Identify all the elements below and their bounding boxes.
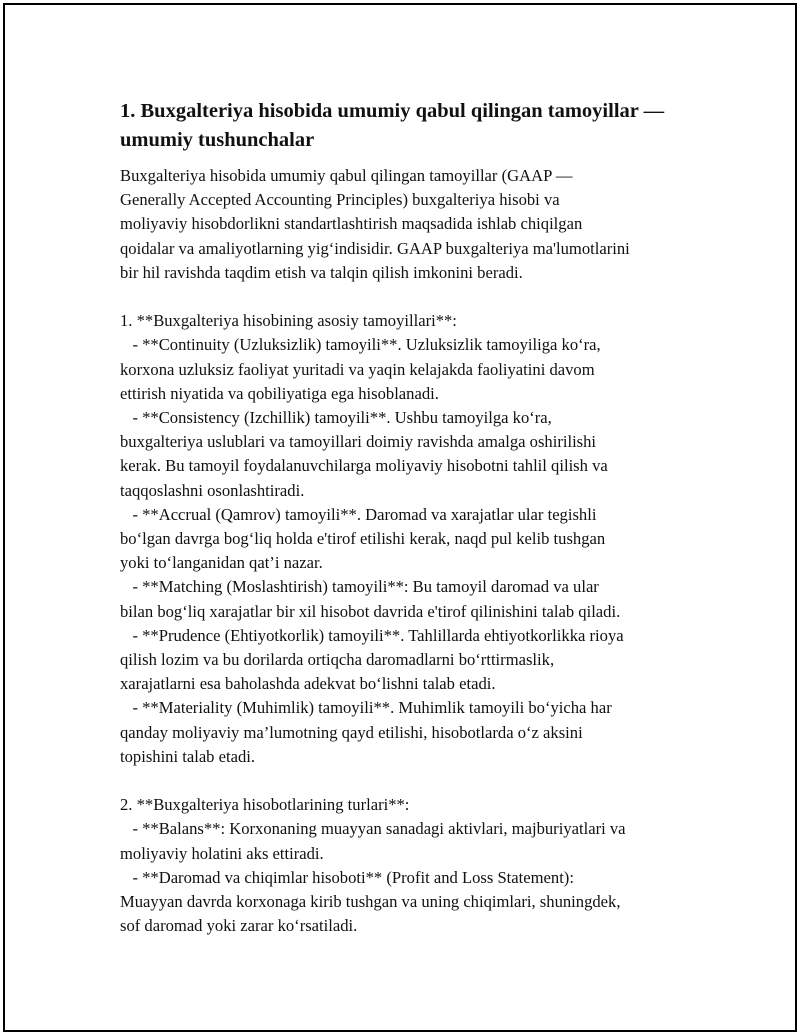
document-page [3, 3, 797, 1032]
section-heading: 1. **Buxgalteriya hisobining asosiy tamoyillari**: [120, 311, 457, 331]
text-line: - **Balans**: Korxonaning muayyan sanadagi aktivlari, majburiyatlari va [120, 819, 626, 839]
text-line: - **Materiality (Muhimlik) tamoyili**. Muhimlik tamoyili bo‘yicha har [120, 698, 612, 718]
text-line: xarajatlarni esa baholashda adekvat bo‘lishni talab etadi. [120, 674, 496, 694]
text-line: qanday moliyaviy ma’lumotning qayd etilishi, hisobotlarda o‘z aksini [120, 722, 583, 742]
text-line: - **Prudence (Ehtiyotkorlik) tamoyili**. Tahlillarda ehtiyotkorlikka rioya [120, 625, 624, 645]
text-line: bilan bog‘liq xarajatlar bir xil hisobot davrida e'tirof qilinishini talab qiladi. [120, 601, 621, 621]
text-line: moliyaviy holatini aks ettiradi. [120, 843, 324, 863]
text-line: taqqoslashni osonlashtiradi. [120, 480, 305, 500]
text-line: kerak. Bu tamoyil foydalanuvchilarga moliyaviy hisobotni tahlil qilish va [120, 456, 608, 476]
text-line: - **Matching (Moslashtirish) tamoyili**: Bu tamoyil daromad va ular [120, 577, 599, 597]
intro-paragraph [120, 164, 700, 285]
title-line: umumiy tushunchalar [120, 129, 315, 151]
text-line: yoki to‘langanidan qat’i nazar. [120, 553, 323, 573]
principles-section [120, 309, 700, 769]
text-line: Buxgalteriya hisobida umumiy qabul qilingan tamoyillar (GAAP — [120, 166, 573, 185]
text-line: - **Consistency (Izchillik) tamoyili**. Ushbu tamoyilga ko‘ra, [120, 408, 552, 428]
text-line: Generally Accepted Accounting Principles) buxgalteriya hisobi va [120, 190, 560, 210]
text-line: Muayyan davrda korxonaga kirib tushgan va uning chiqimlari, shuningdek, [120, 892, 621, 912]
document-content [120, 97, 700, 938]
text-line: - **Accrual (Qamrov) tamoyili**. Daromad va xarajatlar ular tegishli [120, 504, 597, 524]
text-line: qilish lozim va bu dorilarda ortiqcha daromadlarni bo‘rttirmaslik, [120, 650, 555, 670]
text-line: buxgalteriya uslublari va tamoyillari doimiy ravishda amalga oshirilishi [120, 432, 597, 452]
document-title [120, 97, 700, 155]
section-heading: 2. **Buxgalteriya hisobotlarining turlari**: [120, 795, 410, 815]
title-line: 1. Buxgalteriya hisobida umumiy qabul qilingan tamoyillar — [120, 100, 665, 122]
text-line: - **Daromad va chiqimlar hisoboti** (Profit and Loss Statement): [120, 867, 574, 887]
text-line: bo‘lgan davrga bog‘liq holda e'tirof etilishi kerak, naqd pul kelib tushgan [120, 529, 606, 549]
text-line: bir hil ravishda taqdim etish va talqin qilish imkonini beradi. [120, 262, 523, 282]
text-line: sof daromad yoki zarar ko‘rsatiladi. [120, 916, 358, 936]
text-line: ettirish niyatida va qobiliyatiga ega hisoblanadi. [120, 383, 439, 403]
text-line: korxona uzluksiz faoliyat yuritadi va yaqin kelajakda faoliyatini davom [120, 359, 595, 379]
text-line: moliyaviy hisobdorlikni standartlashtirish maqsadida ishlab chiqilgan [120, 214, 583, 234]
text-line: - **Continuity (Uzluksizlik) tamoyili**. Uzluksizlik tamoyiliga ko‘ra, [120, 335, 601, 355]
text-line: qoidalar va amaliyotlarning yig‘indisidir. GAAP buxgalteriya ma'lumotlarini [120, 238, 630, 258]
statements-section [120, 793, 700, 938]
text-line: topishini talab etadi. [120, 746, 256, 766]
